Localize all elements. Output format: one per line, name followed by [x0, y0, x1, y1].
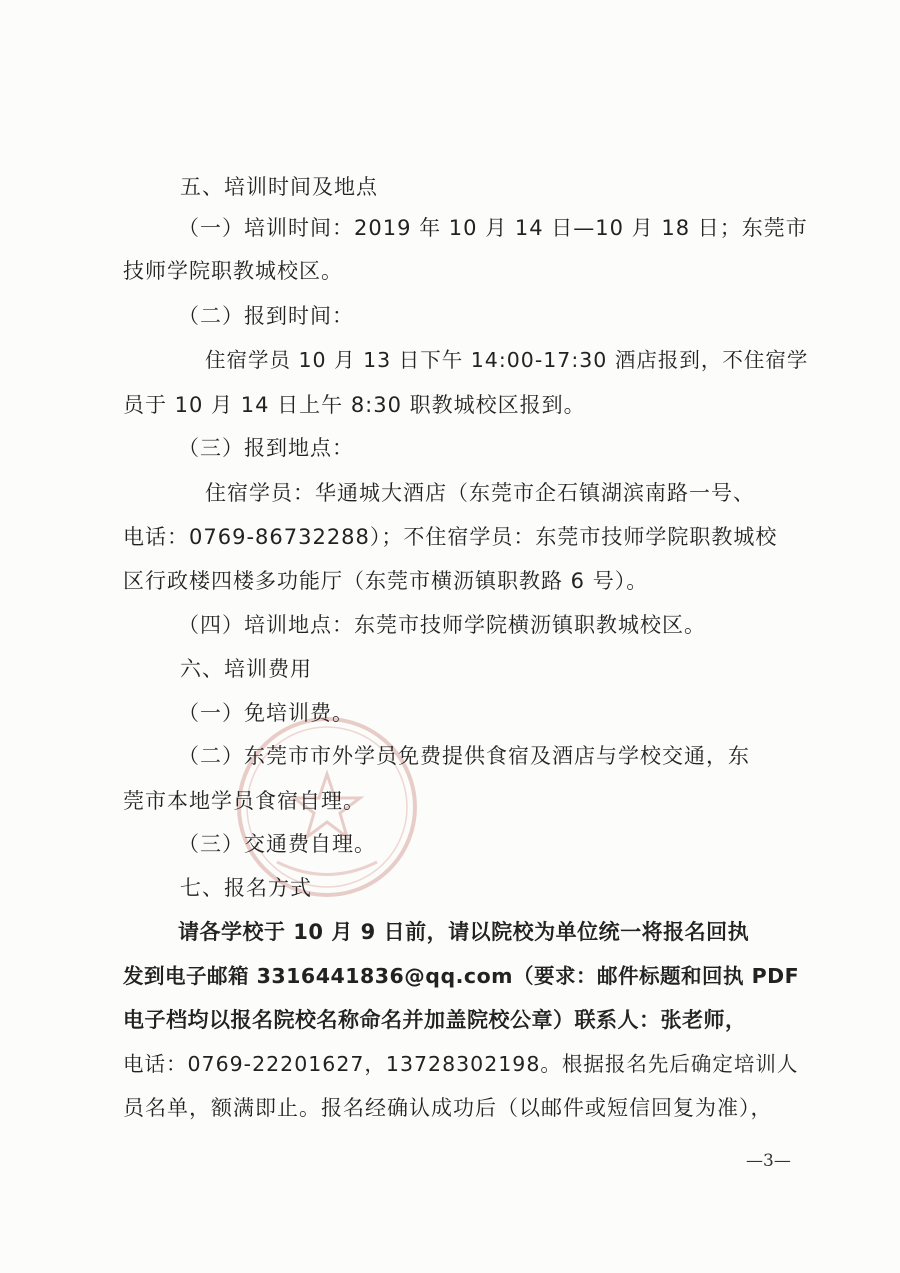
text-line: （四）培训地点：东莞市技师学院横沥镇职教城校区。 — [178, 613, 706, 637]
text-line: 住宿学员：华通城大酒店（东莞市企石镇湖滨南路一号、 — [205, 481, 755, 505]
text-line: 区行政楼四楼多功能厅（东莞市横沥镇职教路 6 号）。 — [123, 569, 649, 593]
bold-text-line: 电子档均以报名院校名称命名并加盖院校公章）联系人：张老师， — [123, 1008, 747, 1032]
text-line: 电话：0769-86732288）；不住宿学员：东莞市技师学院职教城校 — [123, 525, 778, 549]
text-line: 员于 10 月 14 日上午 8:30 职教城校区报到。 — [123, 393, 586, 417]
text-line: 莞市本地学员食宿自理。 — [123, 789, 365, 813]
text-line: 电话：0769-22201627，13728302198。根据报名先后确定培训人 — [123, 1052, 799, 1076]
text-line: （二）报到时间： — [178, 304, 354, 328]
text-line: （三）报到地点： — [178, 436, 354, 460]
section-heading-7: 七、报名方式 — [180, 876, 312, 900]
bold-text-line: 请各学校于 10 月 9 日前，请以院校为单位统一将报名回执 — [178, 920, 750, 944]
section-heading-5: 五、培训时间及地点 — [180, 175, 378, 199]
text-line: （一）免培训费。 — [178, 701, 354, 725]
text-line: （三）交通费自理。 — [178, 832, 376, 856]
text-line: （一）培训时间：2019 年 10 月 14 日—10 月 18 日；东莞市 — [178, 216, 808, 240]
bold-text-line: 发到电子邮箱 3316441836@qq.com（要求：邮件标题和回执 PDF — [123, 964, 800, 988]
text-line: （二）东莞市市外学员免费提供食宿及酒店与学校交通，东 — [178, 744, 750, 768]
text-line: 住宿学员 10 月 13 日下午 14:00-17:30 酒店报到，不住宿学 — [205, 348, 809, 372]
text-line: 员名单，额满即止。报名经确认成功后（以邮件或短信回复为准）， — [123, 1096, 773, 1120]
page-number: —3— — [746, 1151, 791, 1171]
text-line: 技师学院职教城校区。 — [123, 259, 343, 283]
section-heading-6: 六、培训费用 — [180, 657, 312, 681]
